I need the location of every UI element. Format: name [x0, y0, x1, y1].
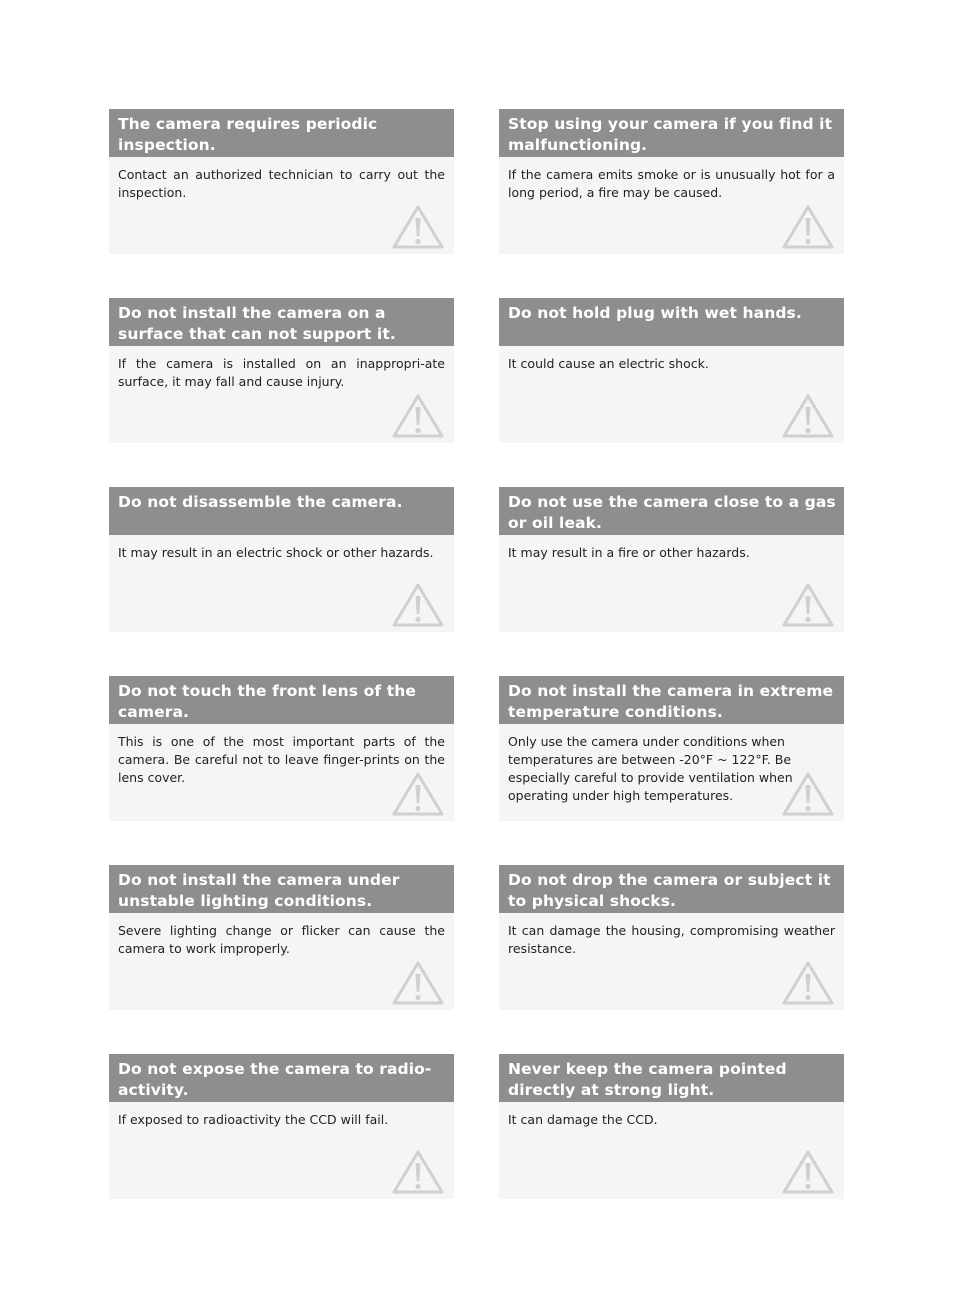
- warning-card-radioactivity: [109, 1054, 454, 1199]
- warning-triangle-icon: [391, 1149, 445, 1195]
- warning-triangle-icon: [781, 1149, 835, 1195]
- warning-card-strong-light: [499, 1054, 844, 1199]
- warning-triangle-icon: [781, 393, 835, 439]
- warning-triangle-icon: [391, 393, 445, 439]
- warning-triangle-icon: [781, 960, 835, 1006]
- warning-title: Do not hold plug with wet hands.: [499, 298, 844, 346]
- warning-text: If exposed to radioactivity the CCD will fail.: [118, 1112, 389, 1127]
- warning-card-wet-hands: [499, 298, 844, 443]
- warning-text: Severe lighting change or flicker can cause the camera to work improperly.: [118, 923, 445, 956]
- warning-title: Do not touch the front lens of the camera.: [109, 676, 454, 724]
- warning-title: Do not install the camera in extreme temperature conditions.: [499, 676, 844, 724]
- warning-card-unstable-lighting: [109, 865, 454, 1010]
- warning-card-gas-oil-leak: [499, 487, 844, 632]
- warning-title: Never keep the camera pointed directly at strong light.: [499, 1054, 844, 1102]
- warning-card-malfunctioning: [499, 109, 844, 254]
- warning-text: It can damage the housing, compromising weather resistance.: [508, 923, 835, 956]
- warning-card-periodic-inspection: [109, 109, 454, 254]
- safety-warnings-grid: [109, 109, 844, 1199]
- warning-title: Do not install the camera on a surface that can not support it.: [109, 298, 454, 346]
- warning-card-physical-shocks: [499, 865, 844, 1010]
- warning-title: Do not drop the camera or subject it to physical shocks.: [499, 865, 844, 913]
- warning-card-disassemble: [109, 487, 454, 632]
- warning-text: Only use the camera under conditions when temperatures are between -20°F ~ 122°F. Be especially careful to provide ventilation when operating under high temperatures.: [508, 734, 793, 803]
- warning-text: It may result in a fire or other hazards.: [508, 545, 750, 560]
- warning-card-surface-support: [109, 298, 454, 443]
- warning-text: Contact an authorized technician to carry out the inspection.: [118, 167, 445, 200]
- warning-triangle-icon: [391, 204, 445, 250]
- warning-triangle-icon: [391, 960, 445, 1006]
- warning-triangle-icon: [781, 204, 835, 250]
- warning-triangle-icon: [781, 582, 835, 628]
- warning-text: It may result in an electric shock or other hazards.: [118, 545, 434, 560]
- warning-title: Do not disassemble the camera.: [109, 487, 454, 535]
- warning-text: If the camera emits smoke or is unusually hot for a long period, a fire may be caused.: [508, 167, 835, 200]
- warning-text: If the camera is installed on an inappropri-ate surface, it may fall and cause injury.: [118, 356, 445, 389]
- warning-card-front-lens: [109, 676, 454, 821]
- warning-text: It could cause an electric shock.: [508, 356, 709, 371]
- warning-title: Do not expose the camera to radio-activity.: [109, 1054, 454, 1102]
- warning-title: Do not use the camera close to a gas or oil leak.: [499, 487, 844, 535]
- warning-title: Stop using your camera if you find it malfunctioning.: [499, 109, 844, 157]
- warning-text: It can damage the CCD.: [508, 1112, 658, 1127]
- warning-card-extreme-temperature: [499, 676, 844, 821]
- warning-title: Do not install the camera under unstable lighting conditions.: [109, 865, 454, 913]
- warning-text: This is one of the most important parts of the camera. Be careful not to leave finger-prints on the lens cover.: [118, 734, 445, 785]
- warning-triangle-icon: [391, 582, 445, 628]
- warning-title: The camera requires periodic inspection.: [109, 109, 454, 157]
